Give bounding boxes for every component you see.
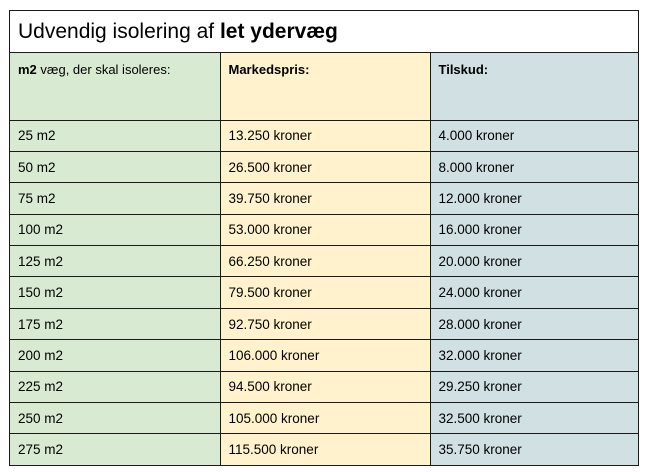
price-table [10, 53, 638, 465]
cell-market-price: 79.500 kroner [220, 277, 430, 308]
cell-area: 150 m2 [10, 277, 220, 308]
cell-subsidy: 8.000 kroner [430, 151, 638, 182]
cell-subsidy: 12.000 kroner [430, 183, 638, 214]
cell-market-price: 53.000 kroner [220, 214, 430, 245]
table-title-prefix: Udvendig isolering af [18, 19, 220, 43]
cell-area: 225 m2 [10, 371, 220, 402]
cell-market-price: 115.500 kroner [220, 434, 430, 465]
table-title [10, 11, 638, 53]
cell-subsidy: 24.000 kroner [430, 277, 638, 308]
table-row [10, 371, 638, 402]
table-row [10, 120, 638, 151]
cell-subsidy: 20.000 kroner [430, 246, 638, 277]
cell-market-price: 106.000 kroner [220, 340, 430, 371]
cell-market-price: 92.750 kroner [220, 308, 430, 339]
cell-area: 200 m2 [10, 340, 220, 371]
cell-subsidy: 4.000 kroner [430, 120, 638, 151]
table-row [10, 308, 638, 339]
cell-subsidy: 16.000 kroner [430, 214, 638, 245]
cell-subsidy: 32.500 kroner [430, 403, 638, 434]
cell-area: 175 m2 [10, 308, 220, 339]
table-row [10, 403, 638, 434]
header-area-unit: m2 [18, 62, 37, 77]
cell-area: 25 m2 [10, 120, 220, 151]
header-market-price: Markedspris: [220, 53, 430, 120]
table-row [10, 340, 638, 371]
table-row [10, 183, 638, 214]
header-row [10, 53, 638, 120]
insulation-price-table-card [9, 10, 639, 466]
table-row [10, 434, 638, 465]
cell-market-price: 39.750 kroner [220, 183, 430, 214]
cell-subsidy: 28.000 kroner [430, 308, 638, 339]
cell-subsidy: 32.000 kroner [430, 340, 638, 371]
table-body [10, 120, 638, 465]
cell-market-price: 66.250 kroner [220, 246, 430, 277]
cell-area: 125 m2 [10, 246, 220, 277]
header-area [10, 53, 220, 120]
cell-market-price: 105.000 kroner [220, 403, 430, 434]
cell-area: 275 m2 [10, 434, 220, 465]
table-row [10, 151, 638, 182]
cell-area: 100 m2 [10, 214, 220, 245]
cell-subsidy: 29.250 kroner [430, 371, 638, 402]
table-row [10, 277, 638, 308]
table-row [10, 246, 638, 277]
cell-market-price: 94.500 kroner [220, 371, 430, 402]
cell-area: 250 m2 [10, 403, 220, 434]
table-row [10, 214, 638, 245]
cell-subsidy: 35.750 kroner [430, 434, 638, 465]
cell-area: 50 m2 [10, 151, 220, 182]
header-subsidy: Tilskud: [430, 53, 638, 120]
cell-area: 75 m2 [10, 183, 220, 214]
table-title-bold: let ydervæg [219, 19, 338, 43]
cell-market-price: 26.500 kroner [220, 151, 430, 182]
header-area-text: væg, der skal isoleres: [36, 62, 171, 77]
cell-market-price: 13.250 kroner [220, 120, 430, 151]
